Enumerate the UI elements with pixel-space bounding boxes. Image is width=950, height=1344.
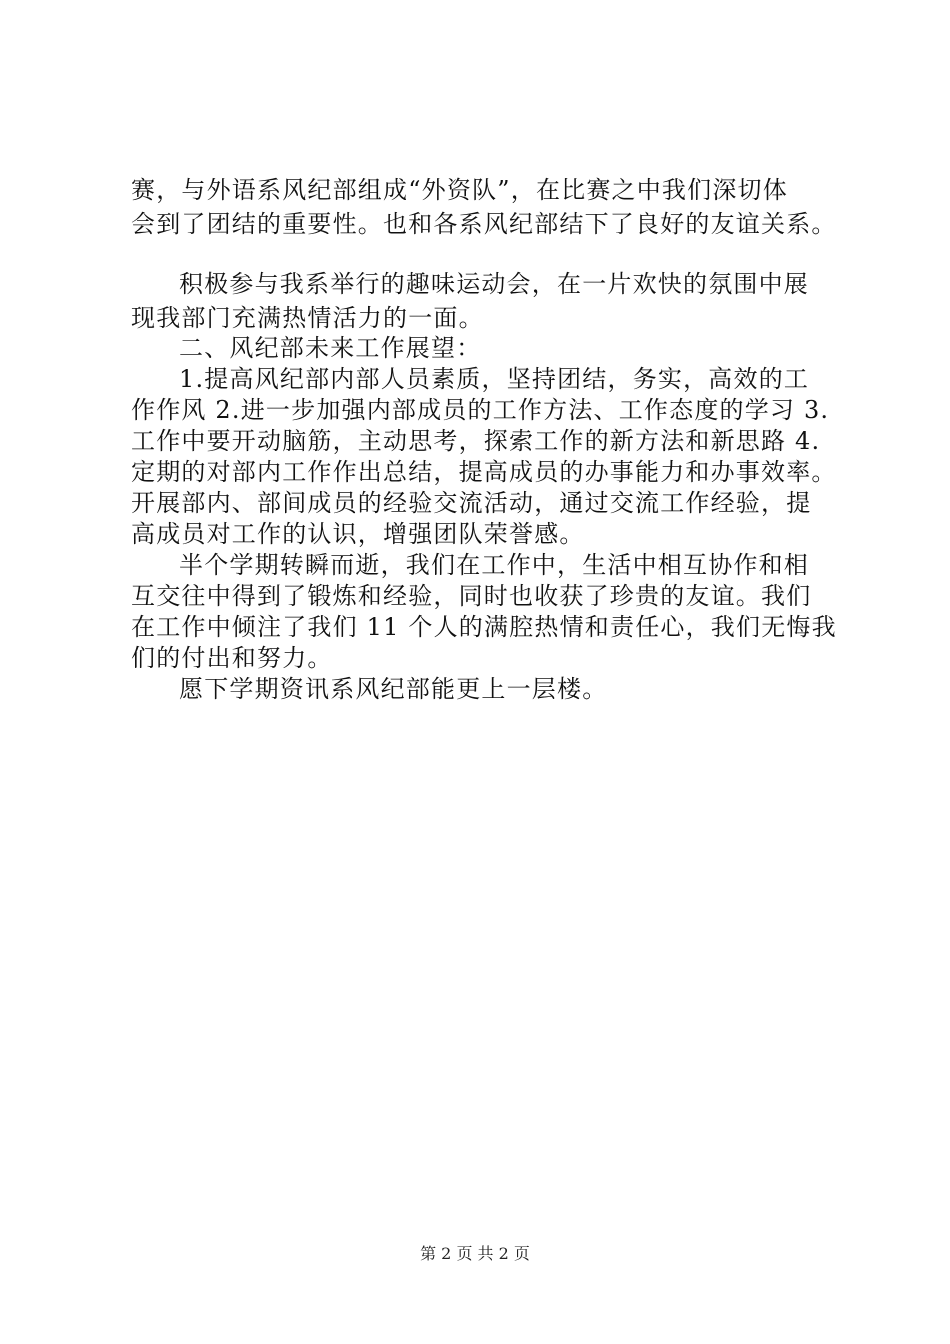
- text-line: 赛，与外语系风纪部组成“外资队”，在比赛之中我们深切体: [131, 176, 788, 204]
- text-line: 高成员对工作的认识，增强团队荣誉感。: [131, 520, 585, 548]
- paragraph-first-line: 积极参与我系举行的趣味运动会，在一片欢快的氛围中展: [179, 270, 809, 298]
- text-line: 工作中要开动脑筋，主动思考，探索工作的新方法和新思路 4.: [131, 427, 821, 455]
- paragraph-first-line: 愿下学期资讯系风纪部能更上一层楼。: [179, 675, 608, 703]
- text-line: 在工作中倾注了我们 11 个人的满腔热情和责任心，我们无悔我: [131, 613, 837, 641]
- paragraph-first-line: 1.提高风纪部内部人员素质，坚持团结，务实，高效的工: [179, 365, 810, 393]
- page-number-footer: 第 2 页 共 2 页: [420, 1244, 530, 1263]
- text-line: 们的付出和努力。: [131, 644, 333, 672]
- text-line: 互交往中得到了锻炼和经验，同时也收获了珍贵的友谊。我们: [131, 582, 812, 610]
- text-line: 现我部门充满热情活力的一面。: [131, 304, 484, 332]
- paragraph-first-line: 半个学期转瞬而逝，我们在工作中，生活中相互协作和相: [179, 551, 809, 579]
- section-heading: 二、风纪部未来工作展望：: [179, 334, 482, 362]
- text-line: 开展部内、部间成员的经验交流活动，通过交流工作经验，提: [131, 489, 812, 517]
- text-line: 定期的对部内工作作出总结，提高成员的办事能力和办事效率。: [131, 458, 837, 486]
- text-line: 会到了团结的重要性。也和各系风纪部结下了良好的友谊关系。: [131, 210, 837, 238]
- text-line: 作作风 2.进一步加强内部成员的工作方法、工作态度的学习 3.: [131, 396, 830, 424]
